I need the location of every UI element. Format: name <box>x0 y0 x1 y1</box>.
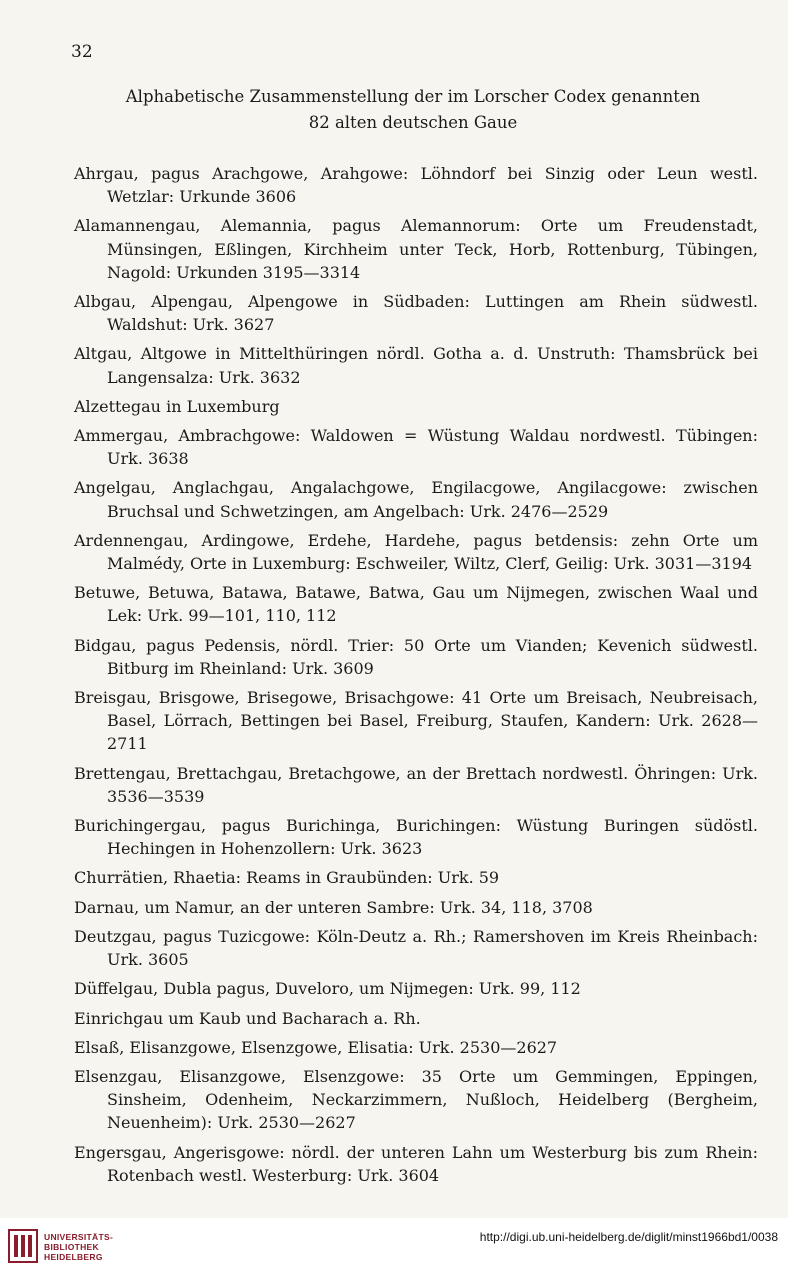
entry-altgau: Altgau, Altgowe in Mittelthüringen nördl. Gotha a. d. Unstruth: Thamsbrück bei Langensalza: Urk. 3632 <box>74 344 758 387</box>
library-logo[interactable] <box>8 1226 118 1266</box>
library-logo-text <box>44 1232 113 1262</box>
entry-engersgau: Engersgau, Angerisgowe: nördl. der unteren Lahn um Westerburg bis zum Rhein: Rotenbach westl. Westerburg: Urk. 3604 <box>74 1142 758 1185</box>
entry-burichingergau: Burichingergau, pagus Burichinga, Burichingen: Wüstung Buringen südöstl. Hechingen in Hohenzollern: Urk. 3623 <box>74 816 758 859</box>
entry-ammergau: Ammergau, Ambrachgowe: Waldowen = Wüstung Waldau nordwestl. Tübingen: Urk. 3638 <box>74 426 758 469</box>
entry-ahrgau: Ahrgau, pagus Arachgowe, Arahgowe: Löhndorf bei Sinzig oder Leun westl. Wetzlar: Urkunde 3606 <box>74 164 758 207</box>
entry-darnau: Darnau, um Namur, an der unteren Sambre: Urk. 34, 118, 3708 <box>74 897 593 917</box>
entry-betuwe: Betuwe, Betuwa, Batawa, Batawe, Batwa, Gau um Nijmegen, zwischen Waal und Lek: Urk. 99—101, 110, 112 <box>74 583 758 626</box>
heading-line-1: Alphabetische Zusammenstellung der im Lorscher Codex genannten <box>125 87 701 106</box>
entry-alzettegau: Alzettegau in Luxemburg <box>74 396 280 416</box>
entry-einrichgau: Einrichgau um Kaub und Bacharach a. Rh. <box>74 1008 421 1028</box>
entry-deutzgau: Deutzgau, pagus Tuzicgowe: Köln-Deutz a. Rh.; Ramershoven im Kreis Rheinbach: Urk. 3605 <box>74 926 758 970</box>
page-heading <box>70 84 756 136</box>
entry-breisgau: Breisgau, Brisgowe, Brisegowe, Brisachgowe: 41 Orte um Breisach, Neubreisach, Basel, Lörrach, Bettingen bei Basel, Freiburg, Staufen, Kandern: Urk. 2628—2711 <box>74 688 758 754</box>
entry-bidgau: Bidgau, pagus Pedensis, nördl. Trier: 50 Orte um Vianden; Kevenich südwestl. Bitburg im Rheinland: Urk. 3609 <box>74 635 758 678</box>
heading-line-2: 82 alten deutschen Gaue <box>308 113 518 132</box>
logo-line-2: BIBLIOTHEK <box>44 1242 99 1252</box>
entry-elsenzgau: Elsenzgau, Elisanzgowe, Elsenzgowe: 35 Orte um Gemmingen, Eppingen, Sinsheim, Odenheim, Neckarzimmern, Nußloch, Heidelberg (Bergheim, Neuenheim): Urk. 2530—2627 <box>74 1066 758 1133</box>
logo-line-3: HEIDELBERG <box>44 1252 103 1262</box>
entry-albgau: Albgau, Alpengau, Alpengowe in Südbaden: Luttingen am Rhein südwestl. Waldshut: Urk. 3627 <box>74 292 758 335</box>
page-number: 32 <box>71 42 93 62</box>
library-logo-icon <box>8 1229 38 1263</box>
entry-ardennengau: Ardennengau, Ardingowe, Erdehe, Hardehe, pagus betdensis: zehn Orte um Malmédy, Orte in Luxemburg: Eschweiler, Wiltz, Clerf, Geilig: Urk. 3031—3194 <box>74 530 758 574</box>
permalink-url[interactable]: http://digi.ub.uni-heidelberg.de/diglit/minst1966bd1/0038 <box>479 1230 778 1244</box>
gau-entry-list <box>74 162 758 1193</box>
logo-line-1: UNIVERSITÄTS- <box>44 1232 114 1242</box>
entry-angelgau: Angelgau, Anglachgau, Angalachgowe, Engilacgowe, Angilacgowe: zwischen Bruchsal und Schwetzingen, am Angelbach: Urk. 2476—2529 <box>74 478 758 521</box>
entry-brettengau: Brettengau, Brettachgau, Bretachgowe, an der Brettach nordwestl. Öhringen: Urk. 3536—3539 <box>74 763 758 806</box>
entry-dueffelgau: Düffelgau, Dubla pagus, Duveloro, um Nijmegen: Urk. 99, 112 <box>74 979 581 999</box>
footer-bar <box>0 1218 788 1274</box>
entry-elsass: Elsaß, Elisanzgowe, Elsenzgowe, Elisatia: Urk. 2530—2627 <box>74 1037 558 1057</box>
entry-alamannengau: Alamannengau, Alemannia, pagus Alemannorum: Orte um Freudenstadt, Münsingen, Eßlingen, Kirchheim unter Teck, Horb, Rottenburg, Tübingen, Nagold: Urkunden 3195—3314 <box>74 216 758 282</box>
entry-churraetien: Churrätien, Rhaetia: Reams in Graubünden: Urk. 59 <box>74 868 500 888</box>
